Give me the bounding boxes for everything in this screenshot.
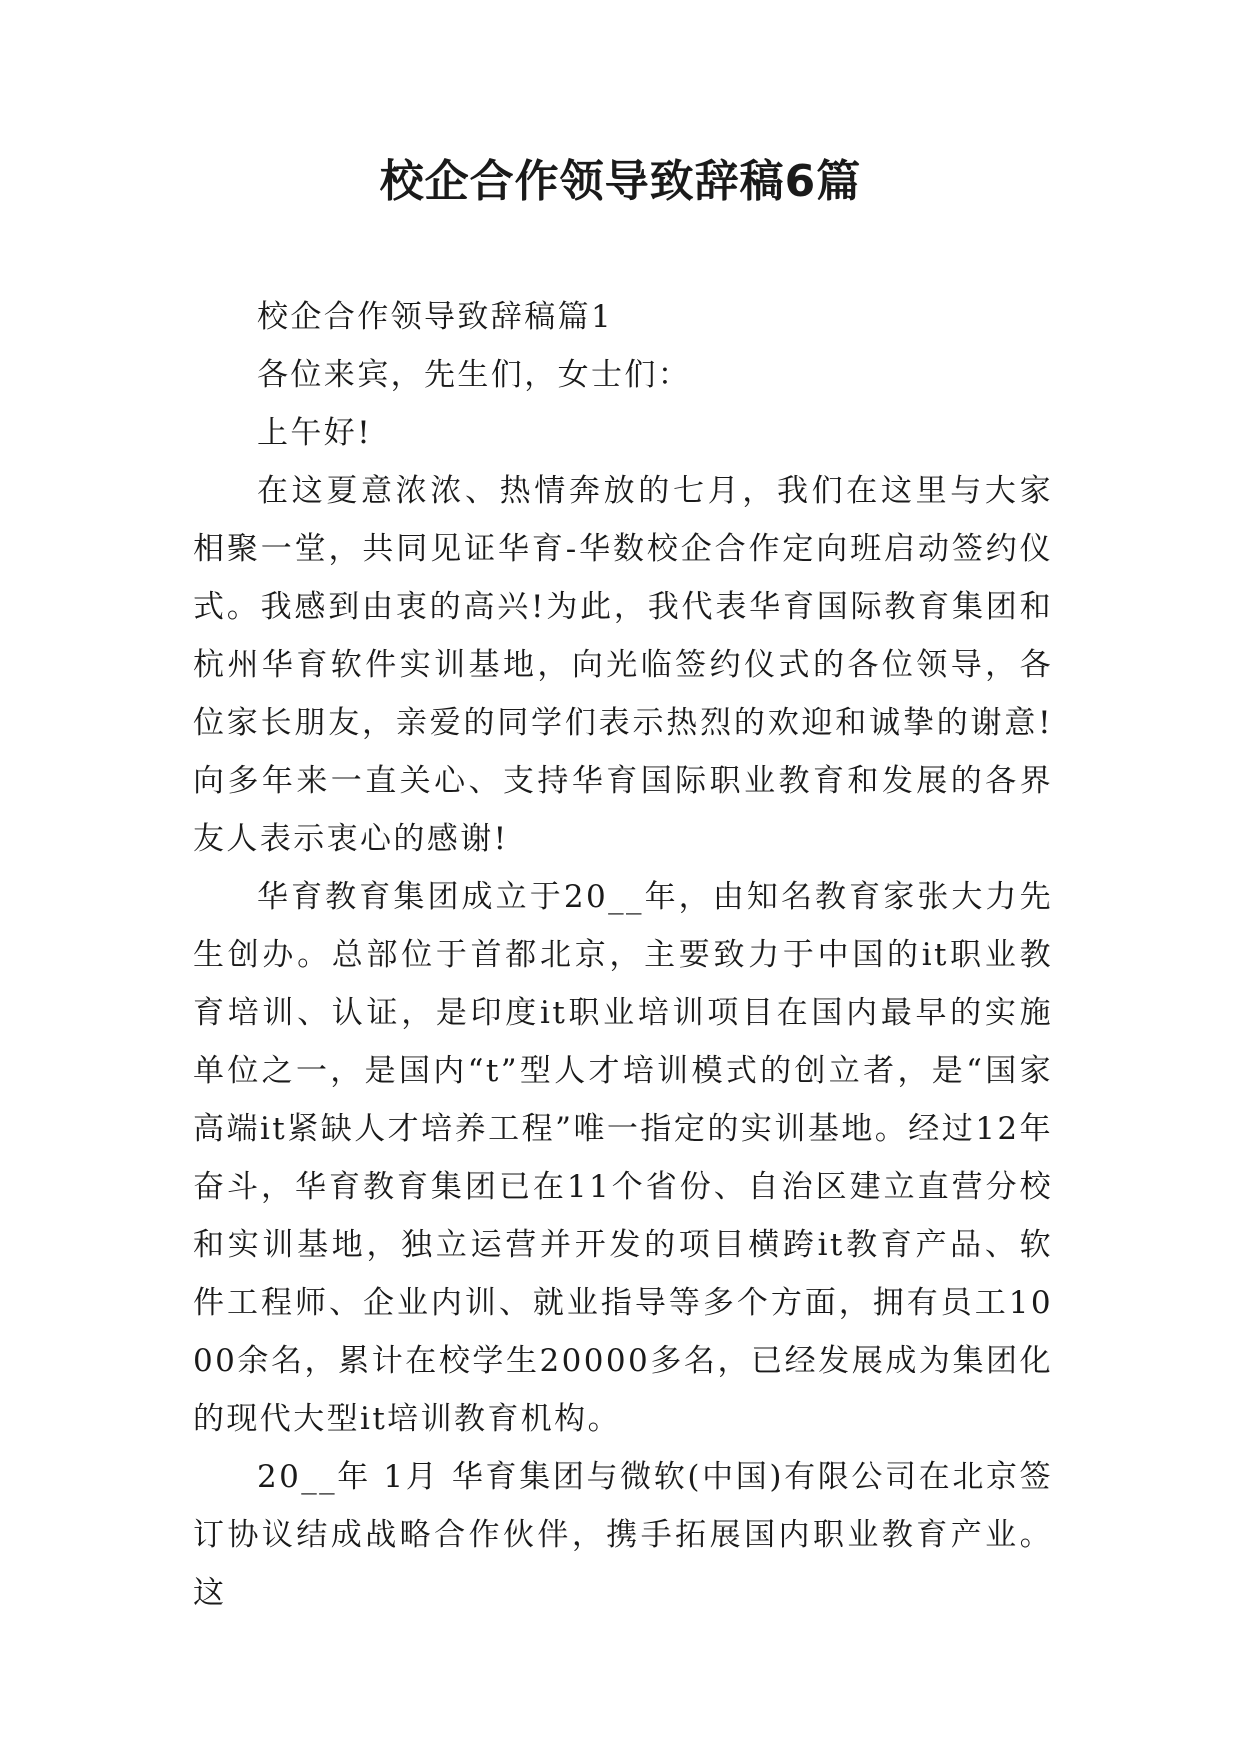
paragraph-heading: 校企合作领导致辞稿篇1	[257, 299, 614, 335]
paragraph-greeting: 上午好!	[257, 415, 373, 451]
document-title: 校企合作领导致辞稿6篇	[379, 156, 862, 207]
document-body	[193, 288, 1053, 1622]
paragraph-salutation: 各位来宾，先生们，女士们：	[257, 357, 692, 393]
paragraph-welcome: 在这夏意浓浓、热情奔放的七月，我们在这里与大家相聚一堂，共同见证华育-华数校企合作定向班启动签约仪式。我感到由衷的高兴!为此，我代表华育国际教育集团和杭州华育软件实训基地，向光临签约仪式的各位领导，各位家长朋友，亲爱的同学们表示热烈的欢迎和诚挚的谢意!向多年来一直关心、支持华育国际职业教育和发展的各界友人表示衷心的感谢!	[193, 473, 1053, 857]
paragraph-group-intro: 华育教育集团成立于20__年，由知名教育家张大力先生创办。总部位于首都北京，主要致力于中国的it职业教育培训、认证，是印度it职业培训项目在国内最早的实施单位之一，是国内“t”型人才培训模式的创立者，是“国家高端it紧缺人才培养工程”唯一指定的实训基地。经过12年奋斗，华育教育集团已在11个省份、自治区建立直营分校和实训基地，独立运营并开发的项目横跨it教育产品、软件工程师、企业内训、就业指导等多个方面，拥有员工1000余名，累计在校学生20000多名，已经发展成为集团化的现代大型it培训教育机构。	[193, 879, 1053, 1437]
paragraph-partnership: 20__年 1月 华育集团与微软(中国)有限公司在北京签订协议结成战略合作伙伴，携手拓展国内职业教育产业。这	[193, 1459, 1053, 1611]
